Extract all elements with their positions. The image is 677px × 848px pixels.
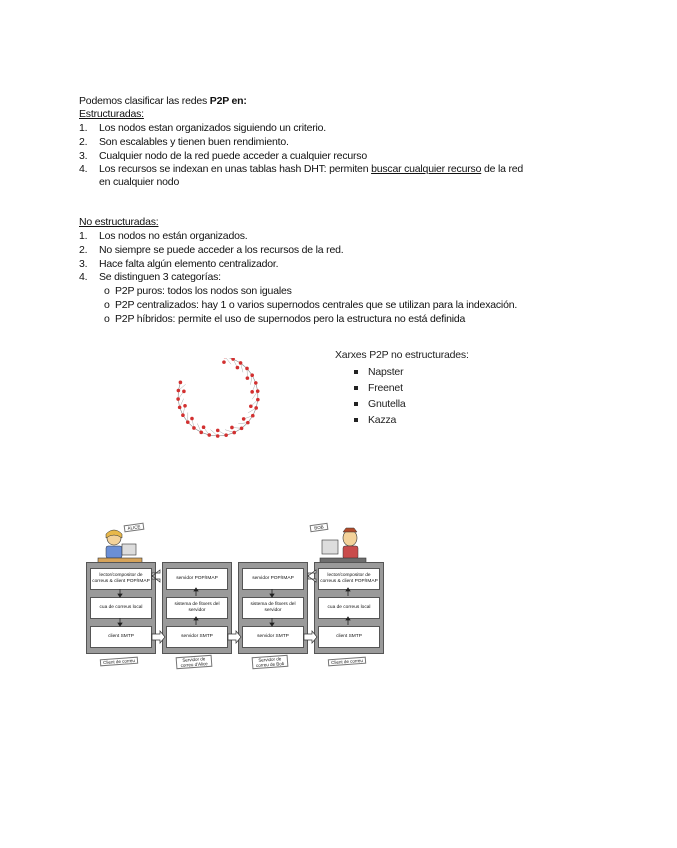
square-bullet-icon (354, 370, 358, 374)
peer-node (190, 417, 194, 421)
peer-node (178, 406, 182, 410)
item-number: 3. (79, 258, 88, 270)
item-number: 2. (79, 136, 88, 148)
list-item (79, 163, 524, 176)
unstructured-heading: No estructuradas: (79, 216, 159, 228)
intro-lead-bold: P2P (209, 95, 229, 107)
intro-line (79, 95, 247, 108)
mail-box: client SMTP (318, 626, 380, 648)
peer-node (256, 389, 260, 393)
list-item (79, 122, 326, 135)
peer-node (256, 398, 260, 402)
peer-node (179, 381, 183, 385)
item-text: Se distinguen 3 categorías: (99, 271, 221, 283)
item-number: 1. (79, 230, 88, 242)
peer-node (250, 373, 254, 377)
peer-node (230, 426, 234, 430)
hollow-bullet-icon: o (104, 313, 110, 325)
peer-node (249, 404, 253, 408)
hollow-bullet-icon: o (104, 299, 110, 311)
mail-box: lector/compositor de correus & client POP/IMAP (90, 568, 152, 590)
peer-node (232, 431, 236, 435)
mail-flow-arrows (82, 560, 382, 656)
mail-box: sistema de fitxers del servidor (242, 597, 304, 619)
item-number: 3. (79, 150, 88, 162)
mail-box: client SMTP (90, 626, 152, 648)
column-label: Servidor de correu de Bob (252, 655, 289, 669)
item-number: 4. (79, 271, 88, 283)
peer-node (254, 406, 258, 410)
list-item (79, 136, 289, 149)
list-item (79, 150, 367, 163)
peer-node (177, 389, 181, 393)
peer-node (240, 427, 244, 431)
peer-node (199, 431, 203, 435)
item-text: Cualquier nodo de la red puede acceder a cualquier recurso (99, 150, 367, 162)
xarxes-item (354, 382, 403, 394)
xarxes-item (354, 366, 403, 378)
peer-node (222, 360, 226, 364)
list-item (79, 271, 221, 284)
peer-node (186, 420, 190, 424)
peer-node (224, 433, 228, 437)
mail-box: servidor POP/IMAP (166, 568, 228, 590)
p2p-ring-network-figure (172, 358, 272, 446)
sub-item-text: P2P híbridos: permite el uso de supernodos pero la estructura no está definida (115, 313, 466, 325)
mail-box: servidor POP/IMAP (242, 568, 304, 590)
peer-node (236, 366, 240, 370)
xarxes-item (354, 414, 396, 426)
peer-node (242, 417, 246, 421)
sub-list-item (104, 285, 292, 298)
sub-item-text: P2P centralizados: hay 1 o varios supernodos centrales que se utilizan para la indexación. (115, 299, 518, 311)
peer-node (207, 433, 211, 437)
mail-box: servidor SMTP (242, 626, 304, 648)
peer-node (176, 397, 180, 401)
item-text (99, 163, 523, 176)
item-text: No siempre se puede acceder a los recursos de la red. (99, 244, 344, 256)
peer-node (246, 376, 250, 380)
alice-tag: ALICE (124, 523, 145, 533)
ring-link (225, 358, 231, 364)
xarxes-item (354, 398, 406, 410)
xarxes-item-label: Kazza (368, 414, 397, 426)
peer-node (245, 367, 249, 371)
list-item (79, 230, 248, 243)
mail-box: cua de correus local (90, 597, 152, 619)
search-resource-link[interactable]: buscar cualquier recurso (371, 163, 482, 175)
column-label: Client de correu (100, 657, 138, 667)
item-text: Son escalables y tienen buen rendimiento. (99, 136, 289, 148)
item-number: 1. (79, 122, 88, 134)
peer-node (239, 361, 243, 365)
peer-node (231, 358, 235, 361)
square-bullet-icon (354, 418, 358, 422)
peer-node (202, 425, 206, 429)
sub-item-text: P2P puros: todos los nodos son iguales (115, 285, 292, 297)
email-diagram (82, 520, 382, 670)
intro-lead-tail: en: (228, 95, 247, 107)
item-text-before: Los recursos se indexan en unas tablas hash DHT: permiten (99, 163, 372, 175)
sub-list-item (104, 313, 466, 326)
square-bullet-icon (354, 402, 358, 406)
mail-box: cua de correus local (318, 597, 380, 619)
structured-heading: Estructuradas: (79, 108, 144, 120)
mail-box: servidor SMTP (166, 626, 228, 648)
list-item (79, 258, 279, 271)
item-number: 4. (79, 163, 88, 175)
item-number: 2. (79, 244, 88, 256)
item-text: Hace falta algún elemento centralizador. (99, 258, 279, 270)
ring-nodes (176, 358, 259, 438)
sub-list-item (104, 299, 518, 312)
intro-lead: Podemos clasificar las redes (79, 95, 210, 107)
item-text: Los nodos no están organizados. (99, 230, 248, 242)
item-text: Los nodos estan organizados siguiendo un criterio. (99, 122, 326, 134)
peer-node (251, 414, 255, 418)
peer-node (183, 404, 187, 408)
list-item (79, 244, 344, 257)
xarxes-title: Xarxes P2P no estructurades: (335, 349, 469, 361)
square-bullet-icon (354, 386, 358, 390)
mail-box: sistema de fitxers del servidor (166, 597, 228, 619)
item-text-continuation: en cualquier nodo (99, 176, 180, 188)
bob-tag: BOB (310, 523, 329, 532)
peer-node (246, 421, 250, 425)
peer-node (182, 390, 186, 394)
xarxes-item-label: Gnutella (368, 398, 406, 410)
peer-node (254, 381, 258, 385)
peer-node (216, 434, 220, 438)
column-label: Servidor de correu d'Alice (176, 655, 213, 669)
peer-node (192, 426, 196, 430)
column-label: Client de correu (328, 657, 366, 667)
xarxes-item-label: Freenet (368, 382, 403, 394)
item-text-after: de la red (481, 163, 524, 175)
hollow-bullet-icon: o (104, 285, 110, 297)
peer-node (250, 390, 254, 394)
xarxes-item-label: Napster (368, 366, 404, 378)
mail-box: lector/compositor de correus & client POP/IMAP (318, 568, 380, 590)
peer-node (216, 429, 220, 433)
peer-node (181, 413, 185, 417)
